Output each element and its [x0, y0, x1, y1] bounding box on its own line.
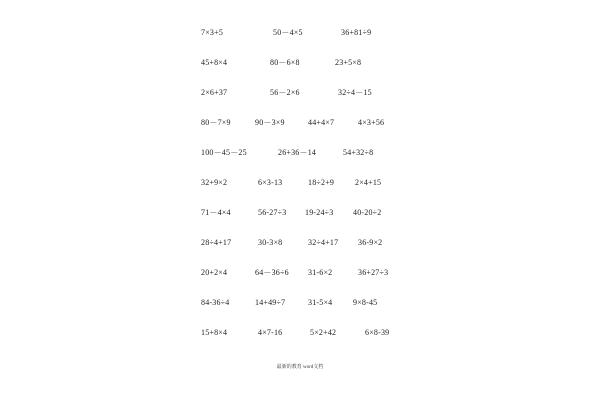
expression: 28÷4+17 — [201, 238, 232, 247]
expression: 30-3×8 — [258, 238, 283, 247]
expression: 7×3+5 — [201, 28, 224, 37]
page-footer: 最新的教育 word文档 — [276, 365, 324, 370]
expression: 56-27÷3 — [258, 208, 287, 217]
expression: 40-20÷2 — [353, 208, 382, 217]
expression: 84-36÷4 — [201, 298, 230, 307]
expression: 71－4×4 — [201, 208, 231, 217]
expression: 32÷4－15 — [338, 88, 372, 97]
expression: 90－3×9 — [255, 118, 285, 127]
expression: 15+8×4 — [201, 328, 228, 337]
expression: 20+2×4 — [201, 268, 228, 277]
expression: 36+27÷3 — [358, 268, 389, 277]
expression: 31-6×2 — [308, 268, 333, 277]
expression: 6×8-39 — [365, 328, 390, 337]
expression: 100－45－25 — [201, 148, 247, 157]
expression: 36+81÷9 — [341, 28, 372, 37]
expression: 32+9×2 — [201, 178, 228, 187]
expression: 18÷2+9 — [308, 178, 335, 187]
expression: 19-24÷3 — [305, 208, 334, 217]
expression: 14+49÷7 — [255, 298, 286, 307]
expression: 9×8-45 — [353, 298, 378, 307]
expression: 44+4×7 — [308, 118, 335, 127]
expression: 2×6+37 — [201, 88, 228, 97]
expression: 80－7×9 — [201, 118, 231, 127]
expression: 80－6×8 — [270, 58, 300, 67]
expression: 50－4×5 — [273, 28, 303, 37]
expression: 6×3-13 — [258, 178, 283, 187]
expression: 2×4+15 — [355, 178, 382, 187]
expression: 23+5×8 — [335, 58, 362, 67]
expression: 5×2+42 — [310, 328, 337, 337]
expression: 31-5×4 — [308, 298, 333, 307]
expression: 54+32÷8 — [343, 148, 374, 157]
expression: 26+36－14 — [278, 148, 317, 157]
expression: 4×7-16 — [258, 328, 283, 337]
expression: 45+8×4 — [201, 58, 228, 67]
expression: 56－2×6 — [270, 88, 300, 97]
expression: 64－36÷6 — [255, 268, 289, 277]
expression: 36-9×2 — [358, 238, 383, 247]
expression: 32÷4+17 — [308, 238, 339, 247]
expression: 4×3+56 — [358, 118, 385, 127]
